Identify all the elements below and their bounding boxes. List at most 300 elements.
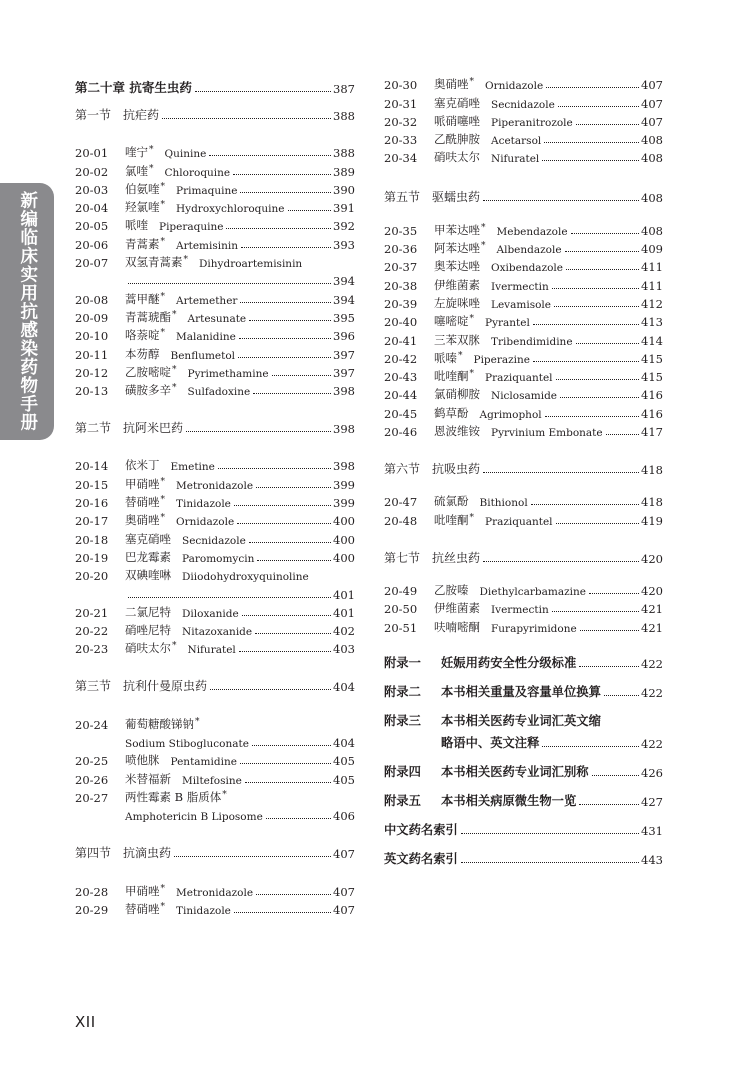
entry-chinese-name: 呋喃嘧酮 <box>434 619 480 634</box>
essential-drug-mark: * <box>469 314 474 325</box>
appendix-entry <box>384 680 663 700</box>
entry-page: 391 <box>333 201 355 216</box>
toc-entry <box>75 455 355 473</box>
leader-dots <box>554 306 639 307</box>
leader-dots <box>239 338 331 339</box>
entry-chinese-name: 喹宁 <box>125 145 148 160</box>
entry-english-name: Artemisinin <box>176 239 238 252</box>
entry-english-name: Sulfadoxine <box>187 386 251 399</box>
toc-entry-continuation <box>75 270 355 288</box>
toc-entry <box>384 509 663 527</box>
appendix-label: 附录五 <box>384 793 421 808</box>
leader-dots <box>237 523 331 524</box>
appendix-page: 431 <box>641 823 663 838</box>
entry-english-name: Amphotericin B Liposome <box>125 811 263 824</box>
entry-page: 405 <box>333 754 355 769</box>
entry-page: 397 <box>333 347 355 362</box>
section-title: 抗丝虫药 <box>432 550 481 565</box>
section-page: 388 <box>333 109 355 123</box>
leader-dots <box>255 633 331 634</box>
entry-english-name: Tinidazole <box>176 904 231 917</box>
appendix-row <box>384 709 663 729</box>
entry-chinese-name: 吡喹酮 <box>434 369 469 384</box>
entry-english-name: Paromomycin <box>182 552 255 565</box>
essential-drug-mark: * <box>195 716 200 727</box>
leader-dots <box>272 375 331 376</box>
entry-number: 20-18 <box>75 532 109 547</box>
entry-english-name: Tribendimidine <box>491 335 573 348</box>
section-label: 第六节 <box>384 462 421 477</box>
toc-entry <box>384 366 663 384</box>
leader-dots <box>233 174 331 175</box>
entry-page: 400 <box>333 532 355 547</box>
entry-chinese-name: 磺胺多辛 <box>125 383 171 398</box>
entry-page: 407 <box>333 884 355 899</box>
leader-dots <box>252 745 331 746</box>
entry-chinese-name: 依米丁 <box>125 458 160 473</box>
entry-number: 20-50 <box>384 602 418 617</box>
entry-english-name: Niclosamide <box>491 390 558 403</box>
entry-number: 20-43 <box>384 370 418 385</box>
leader-dots <box>545 416 639 417</box>
entry-chinese-name: 氯喹 <box>125 163 148 178</box>
essential-drug-mark: * <box>481 222 486 233</box>
section-page: 407 <box>333 847 355 862</box>
entry-english-name: Tinidazole <box>176 498 231 511</box>
leader-dots <box>483 561 639 562</box>
entry-number: 20-03 <box>75 182 109 197</box>
entry-number: 20-41 <box>384 333 418 348</box>
appendix-label: 附录四 <box>384 764 421 779</box>
essential-drug-mark: * <box>160 513 165 524</box>
entry-page: 394 <box>333 292 355 307</box>
appendix-page: 427 <box>641 794 663 809</box>
section-label: 第二节 <box>75 421 112 436</box>
entry-chinese-name: 伊维菌素 <box>434 601 480 616</box>
section-label: 第四节 <box>75 846 112 861</box>
entry-english-name: Miltefosine <box>182 774 242 787</box>
entry-page: 420 <box>641 583 663 598</box>
section-page: 398 <box>333 422 355 437</box>
side-tab <box>0 183 54 440</box>
entry-chinese-name: 米替福新 <box>125 771 171 786</box>
entry-english-name: Albendazole <box>496 244 562 257</box>
leader-dots <box>542 160 639 161</box>
section-page: 418 <box>641 463 663 478</box>
toc-entry-continuation <box>75 732 355 750</box>
section-label: 第一节 <box>75 108 112 122</box>
entry-english-name: Ornidazole <box>176 516 235 529</box>
entry-english-name: Emetine <box>170 461 215 474</box>
chapter-page: 387 <box>333 82 355 96</box>
entry-page: 416 <box>641 406 663 421</box>
leader-dots <box>209 155 331 156</box>
entry-english-name: Diiodohydroxyquinoline <box>182 571 309 584</box>
leader-dots <box>546 87 639 88</box>
entry-chinese-name: 吡喹酮 <box>434 512 469 527</box>
entry-number: 20-26 <box>75 772 109 787</box>
entry-english-name: Malanidine <box>176 331 236 344</box>
toc-entry <box>384 598 663 616</box>
leader-dots <box>240 302 331 303</box>
toc-entry <box>75 362 355 380</box>
entry-english-name: Nifuratel <box>491 153 540 166</box>
entry-number: 20-23 <box>75 642 109 657</box>
toc-entry <box>384 384 663 402</box>
leader-dots <box>256 894 331 895</box>
toc-entry <box>384 348 663 366</box>
entry-page: 411 <box>641 260 663 275</box>
toc-entry <box>75 473 355 491</box>
entry-page: 401 <box>333 587 355 602</box>
essential-drug-mark: * <box>458 350 463 361</box>
section-title: 抗阿米巴药 <box>123 421 184 436</box>
leader-dots <box>242 615 331 616</box>
toc-entry <box>75 899 355 917</box>
entry-chinese-name: 甲苯达唑 <box>434 222 480 237</box>
leader-dots <box>266 818 331 819</box>
entry-chinese-name: 硝唑尼特 <box>125 623 171 638</box>
appendix-label: 附录三 <box>384 713 421 728</box>
entry-number: 20-49 <box>384 583 418 598</box>
leader-dots <box>162 118 331 119</box>
entry-english-name: Piperaquine <box>159 221 224 234</box>
entry-english-name: Quinine <box>164 148 207 161</box>
entry-page: 407 <box>641 114 663 129</box>
entry-page: 413 <box>641 315 663 330</box>
appendix-title: 妊娠用药安全性分级标准 <box>441 655 577 670</box>
appendix-entry <box>384 709 663 751</box>
section-title: 抗利什曼原虫药 <box>123 679 208 694</box>
entry-number: 20-08 <box>75 292 109 307</box>
toc-entry-continuation <box>75 583 355 601</box>
entry-english-name: Diloxanide <box>182 607 239 620</box>
entry-number: 20-25 <box>75 754 109 769</box>
entry-chinese-name: 三苯双脒 <box>434 332 480 347</box>
leader-dots <box>566 269 639 270</box>
toc-entry <box>384 311 663 329</box>
leader-dots <box>240 192 331 193</box>
entry-english-name: Secnidazole <box>182 534 246 547</box>
leader-dots <box>544 142 639 143</box>
entry-english-name: Nifuratel <box>187 644 236 657</box>
entry-english-name: Primaquine <box>176 184 238 197</box>
leader-dots <box>556 523 640 524</box>
entry-chinese-name: 奥苯达唑 <box>434 259 480 274</box>
essential-drug-mark: * <box>149 163 154 174</box>
essential-drug-mark: * <box>160 883 165 894</box>
entry-number: 20-01 <box>75 146 109 161</box>
leader-dots <box>234 912 331 913</box>
entry-chinese-name: 替硝唑 <box>125 495 160 510</box>
entry-page: 390 <box>333 182 355 197</box>
entry-chinese-name: 喷他脒 <box>125 753 160 768</box>
entry-page: 394 <box>333 274 355 289</box>
toc-entry <box>384 129 663 147</box>
entry-page: 416 <box>641 388 663 403</box>
essential-drug-mark: * <box>172 309 177 320</box>
section-page: 408 <box>641 191 663 206</box>
entry-chinese-name: 葡萄糖酸锑钠 <box>125 716 194 731</box>
toc-entry <box>75 880 355 898</box>
entry-chinese-name: 哌硝噻唑 <box>434 113 480 128</box>
toc-entry <box>75 197 355 215</box>
section-label: 第七节 <box>384 550 421 565</box>
essential-drug-mark: * <box>160 181 165 192</box>
essential-drug-mark: * <box>469 77 474 88</box>
entry-chinese-name: 双氢青蒿素 <box>125 255 183 270</box>
toc-entry <box>75 215 355 233</box>
entry-number: 20-04 <box>75 201 109 216</box>
entry-english-name: Pyrantel <box>485 317 530 330</box>
entry-number: 20-14 <box>75 459 109 474</box>
entry-page: 403 <box>333 642 355 657</box>
entry-chinese-name: 哌喹 <box>125 218 148 233</box>
entry-page: 418 <box>641 495 663 510</box>
entry-english-name: Artesunate <box>187 312 247 325</box>
entry-number: 20-05 <box>75 219 109 234</box>
toc-entry <box>75 620 355 638</box>
leader-dots <box>552 611 639 612</box>
index-entry <box>384 818 663 838</box>
entry-page: 399 <box>333 496 355 511</box>
entry-page: 398 <box>333 459 355 474</box>
entry-page: 404 <box>333 736 355 751</box>
entry-number: 20-09 <box>75 310 109 325</box>
entry-number: 20-27 <box>75 790 109 805</box>
entry-english-name: Hydroxychloroquine <box>176 203 285 216</box>
appendix-page: 422 <box>641 656 663 671</box>
entry-number: 20-45 <box>384 406 418 421</box>
entry-page: 421 <box>641 620 663 635</box>
entry-english-name: Ivermectin <box>491 280 549 293</box>
entry-chinese-name: 双碘喹啉 <box>125 568 171 583</box>
entry-number: 20-11 <box>75 347 109 362</box>
entry-chinese-name: 氯硝柳胺 <box>434 387 480 402</box>
toc-entry <box>384 616 663 634</box>
leader-dots <box>461 862 639 863</box>
entry-chinese-name: 巴龙霉素 <box>125 549 171 564</box>
section-title: 驱蠕虫药 <box>432 190 481 205</box>
entry-chinese-name: 恩波维铵 <box>434 424 480 439</box>
entry-page: 421 <box>641 602 663 617</box>
entry-english-name: Praziquantel <box>485 515 553 528</box>
entry-number: 20-29 <box>75 902 109 917</box>
toc-entry <box>75 380 355 398</box>
leader-dots <box>560 397 639 398</box>
essential-drug-mark: * <box>481 241 486 252</box>
toc-entry <box>75 768 355 786</box>
entry-english-name: Piperanitrozole <box>491 116 573 129</box>
toc-entry <box>384 491 663 509</box>
toc-entry <box>75 179 355 197</box>
leader-dots <box>576 343 640 344</box>
entry-page: 400 <box>333 550 355 565</box>
toc-entry <box>75 343 355 361</box>
appendix-title: 本书相关病原微生物一览 <box>441 793 577 808</box>
entry-chinese-name: 甲硝唑 <box>125 476 160 491</box>
entry-chinese-name: 伯氨喹 <box>125 181 160 196</box>
leader-dots <box>186 431 331 432</box>
appendix-title-continued: 略语中、英文注释 <box>441 735 540 750</box>
essential-drug-mark: * <box>160 236 165 247</box>
entry-number: 20-16 <box>75 496 109 511</box>
entry-number: 20-07 <box>75 256 109 271</box>
toc-entry <box>384 329 663 347</box>
entry-number: 20-32 <box>384 114 418 129</box>
leader-dots <box>556 379 640 380</box>
toc-entry <box>75 510 355 528</box>
entry-page: 407 <box>641 96 663 111</box>
essential-drug-mark: * <box>160 200 165 211</box>
toc-entry-continuation <box>75 805 355 823</box>
leader-dots <box>571 233 639 234</box>
leader-dots <box>580 630 639 631</box>
toc-entry <box>75 638 355 656</box>
entry-page: 417 <box>641 425 663 440</box>
leader-dots <box>256 487 331 488</box>
entry-number: 20-28 <box>75 884 109 899</box>
leader-dots <box>592 775 639 776</box>
entry-chinese-name: 咯萘啶 <box>125 328 160 343</box>
entry-page: 408 <box>641 151 663 166</box>
essential-drug-mark: * <box>469 512 474 523</box>
toc-entry <box>384 111 663 129</box>
entry-page: 398 <box>333 384 355 399</box>
entry-english-name: Levamisole <box>491 298 551 311</box>
entry-page: 411 <box>641 278 663 293</box>
entry-english-name: Benflumetol <box>170 349 236 362</box>
leader-dots <box>245 782 331 783</box>
entry-number: 20-31 <box>384 96 418 111</box>
entry-english-name: Piperazine <box>473 353 531 366</box>
toc-entry <box>75 307 355 325</box>
entry-english-name: Furapyrimidone <box>491 622 577 635</box>
essential-drug-mark: * <box>160 476 165 487</box>
entry-chinese-name: 硫氯酚 <box>434 494 469 509</box>
entry-chinese-name: 替硝唑 <box>125 901 160 916</box>
entry-english-name: Ornidazole <box>485 80 544 93</box>
toc-entry <box>75 602 355 620</box>
toc-entry <box>75 160 355 178</box>
entry-page: 392 <box>333 219 355 234</box>
section-heading <box>384 548 663 566</box>
entry-page: 408 <box>641 223 663 238</box>
toc-entry <box>75 528 355 546</box>
entry-chinese-name: 硝呋太尔 <box>434 150 480 165</box>
entry-english-name: Oxibendazole <box>491 262 563 275</box>
entry-page: 388 <box>333 146 355 161</box>
leader-dots <box>238 357 331 358</box>
entry-chinese-name: 塞克硝唑 <box>125 531 171 546</box>
leader-dots <box>606 434 639 435</box>
leader-dots <box>558 106 639 107</box>
entry-number: 20-30 <box>384 78 418 93</box>
entry-number: 20-47 <box>384 495 418 510</box>
section-heading <box>75 843 355 861</box>
entry-number: 20-24 <box>75 717 109 732</box>
leader-dots <box>195 91 331 92</box>
toc-entry <box>384 256 663 274</box>
entry-chinese-name: 羟氯喹 <box>125 200 160 215</box>
appendix-entry <box>384 651 663 671</box>
leader-dots <box>483 472 639 473</box>
entry-page: 407 <box>333 902 355 917</box>
entry-chinese-name: 乙酰胂胺 <box>434 132 480 147</box>
entry-chinese-name: 硝呋太尔 <box>125 641 171 656</box>
appendix-entry <box>384 760 663 780</box>
leader-dots <box>483 200 639 201</box>
leader-dots <box>128 597 331 598</box>
entry-page: 414 <box>641 333 663 348</box>
leader-dots <box>533 361 639 362</box>
leader-dots <box>531 504 639 505</box>
essential-drug-mark: * <box>160 495 165 506</box>
entry-number: 20-22 <box>75 624 109 639</box>
leader-dots <box>565 251 640 252</box>
leader-dots <box>461 833 639 834</box>
section-heading <box>384 459 663 477</box>
entry-chinese-name: 塞克硝唑 <box>434 95 480 110</box>
toc-entry <box>75 750 355 768</box>
toc-entry <box>75 252 355 270</box>
leader-dots <box>240 763 331 764</box>
leader-dots <box>210 689 331 690</box>
entry-page: 419 <box>641 513 663 528</box>
entry-page: 402 <box>333 624 355 639</box>
section-heading <box>75 676 355 694</box>
entry-page: 397 <box>333 365 355 380</box>
entry-english-name: Acetarsol <box>491 135 542 148</box>
entry-number: 20-12 <box>75 365 109 380</box>
entry-number: 20-42 <box>384 351 418 366</box>
essential-drug-mark: * <box>172 383 177 394</box>
leader-dots <box>128 283 331 284</box>
toc-entry <box>75 142 355 160</box>
entry-english-name: Mebendazole <box>496 225 568 238</box>
leader-dots <box>239 651 331 652</box>
leader-dots <box>218 468 331 469</box>
entry-page: 407 <box>641 78 663 93</box>
entry-page: 396 <box>333 329 355 344</box>
entry-number: 20-19 <box>75 550 109 565</box>
entry-english-name: Metronidazole <box>176 886 254 899</box>
section-title: 抗吸虫药 <box>432 462 481 477</box>
leader-dots <box>576 124 639 125</box>
toc-entry <box>384 421 663 439</box>
leader-dots <box>552 288 639 289</box>
section-heading <box>75 105 355 123</box>
entry-page: 409 <box>641 242 663 257</box>
leader-dots <box>234 505 331 506</box>
entry-english-name: Nitazoxanide <box>182 626 253 639</box>
entry-number: 20-39 <box>384 296 418 311</box>
entry-number: 20-36 <box>384 242 418 257</box>
toc-entry <box>75 492 355 510</box>
entry-chinese-name: 左旋咪唑 <box>434 295 480 310</box>
toc-entry <box>384 274 663 292</box>
toc-entry <box>75 565 355 583</box>
section-label: 第三节 <box>75 679 112 694</box>
entry-english-name: Metronidazole <box>176 479 254 492</box>
section-page: 404 <box>333 680 355 695</box>
entry-english-name: Artemether <box>176 294 238 307</box>
leader-dots <box>579 666 639 667</box>
index-title: 英文药名索引 <box>384 851 458 866</box>
appendix-title: 本书相关医药专业词汇英文缩 <box>441 713 601 728</box>
entry-chinese-name: 乙胺嗪 <box>434 582 469 597</box>
section-title: 抗疟药 <box>123 108 160 122</box>
